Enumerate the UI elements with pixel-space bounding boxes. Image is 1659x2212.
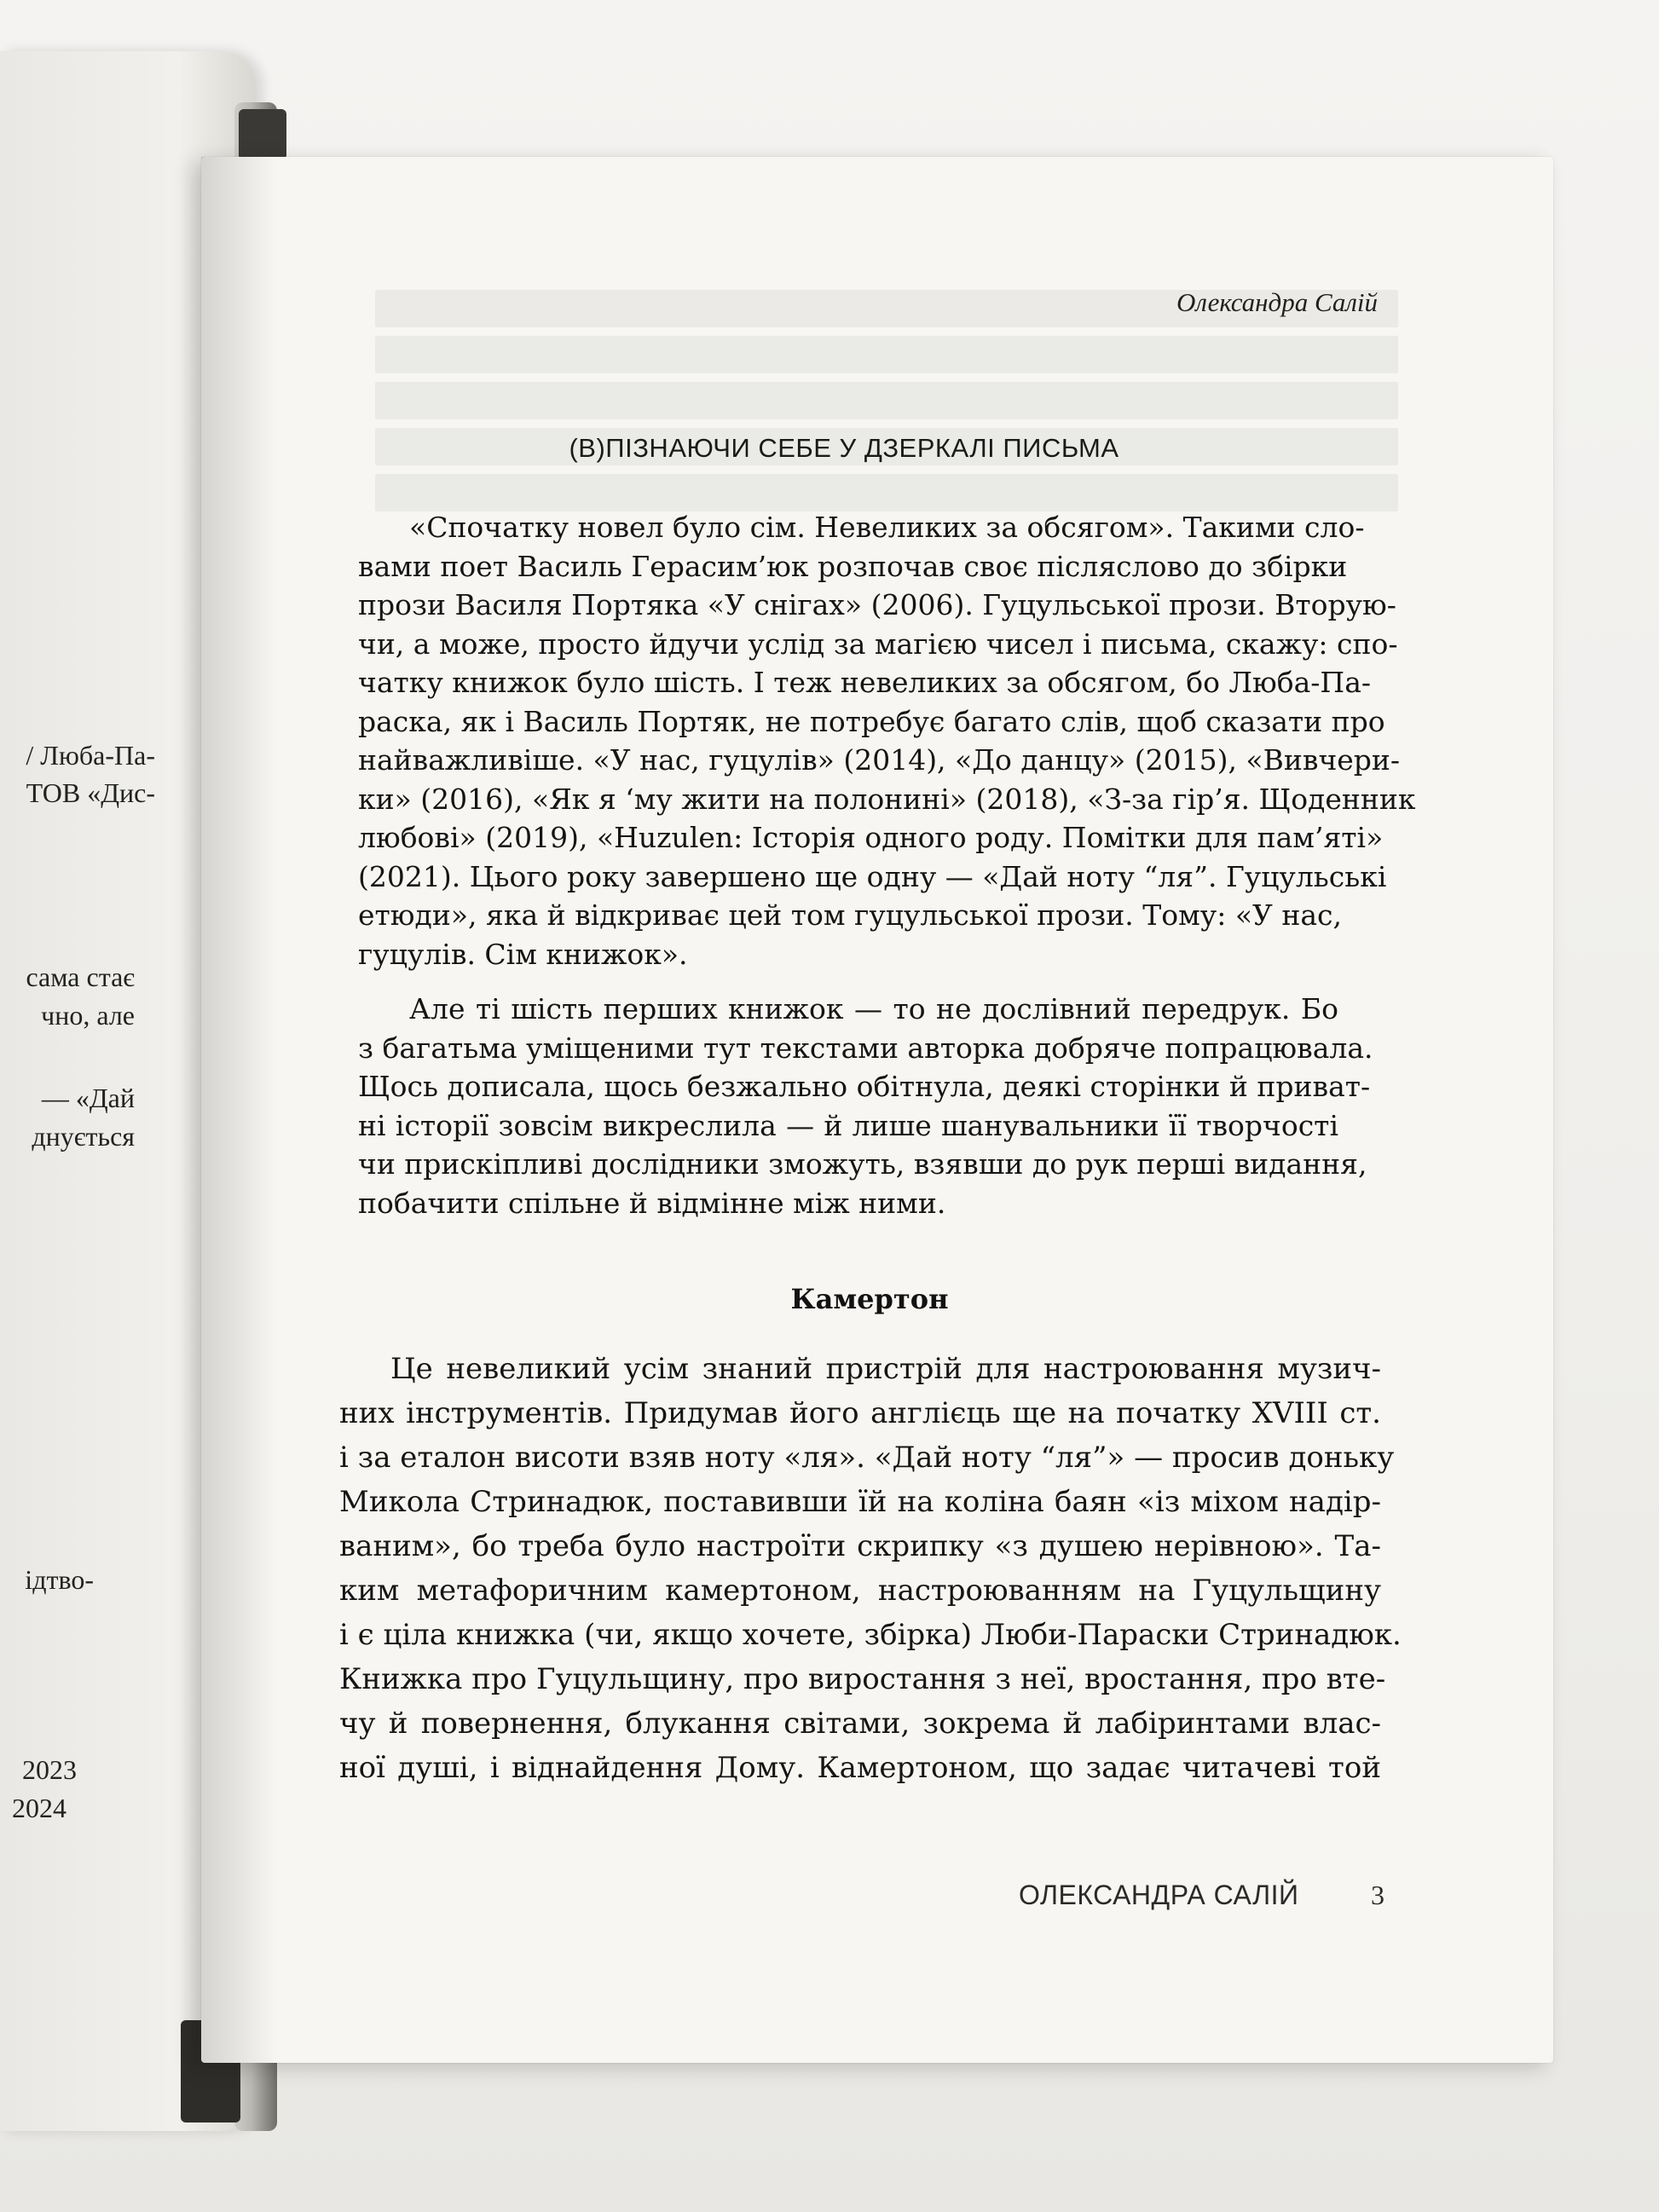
text-line: побачити спільне й відмінне між ними. [358, 1186, 946, 1220]
left-page-line: — «Дай [41, 1083, 135, 1113]
left-page-line: / Люба-Па- [26, 740, 155, 771]
left-page-line: 2023 [22, 1754, 77, 1785]
text-line: Але ті шість перших книжок — то не дослівний передрук. Бо [409, 992, 1338, 1025]
text-line: прози Василя Портяка «У снігах» (2006). Гуцульської прози. Вторую- [358, 588, 1396, 621]
page-number: 3 [1371, 1880, 1384, 1910]
left-page-line: чно, але [41, 1000, 135, 1031]
footer-author: ОЛЕКСАНДРА САЛІЙ [1019, 1880, 1299, 1910]
paragraph-1 [358, 508, 1416, 973]
text-line: них інструментів. Придумав його англієць ще на початку XVIII ст. [339, 1396, 1381, 1430]
text-line: ким метафоричним камертоном, настроюванням на Гуцульщину [339, 1574, 1381, 1608]
text-line: Микола Стринадюк, поставивши їй на коліна баян «із міхом надір- [339, 1485, 1381, 1519]
text-line: з багатьма уміщеними тут текстами авторка добряче попрацювала. [358, 1031, 1373, 1065]
left-page-line: днується [32, 1121, 135, 1152]
text-line: ні історії зовсім викреслила — й лише шанувальники її творчості [358, 1108, 1338, 1142]
text-line: чу й повернення, блукання світами, зокрема й лабіринтами влас- [339, 1707, 1381, 1741]
left-page-line: ідтво- [25, 1564, 94, 1595]
text-line: вами поет Василь Герасим’юк розпочав своє післяслово до збірки [358, 549, 1348, 583]
text-line: і є ціла книжка (чи, якщо хочете, збірка) Люби-Параски Стринадюк. [339, 1618, 1402, 1652]
paragraph-2 [358, 990, 1373, 1222]
text-line: найважливіше. «У нас, гуцулів» (2014), «До данцу» (2015), «Вивчери- [358, 743, 1401, 777]
text-line: «Спочатку новел було сім. Невеликих за обсягом». Такими сло- [409, 511, 1365, 544]
paragraph-3 [339, 1347, 1402, 1790]
text-line: етюди», яка й відкриває цей том гуцульської прози. Тому: «У нас, [358, 898, 1342, 932]
spine-top-edge [239, 109, 286, 160]
text-line: Книжка про Гуцульщину, про виростання з неї, вростання, про втe- [339, 1662, 1386, 1696]
text-line: Щось дописала, щось безжально обітнула, деякі сторінки й приват- [358, 1070, 1371, 1103]
left-page-line: сама стає [26, 962, 135, 992]
text-line: любові» (2019), «Huzulen: Історія одного роду. Помітки для пам’яті» [358, 821, 1384, 854]
text-line: гуцулів. Сім книжок». [358, 937, 688, 971]
text-line: ної душі, і віднайдення Дому. Камертоном, що задає читачеві той [339, 1751, 1381, 1785]
text-line: чатку книжок було шість. І теж невеликих за обсягом, бо Люба-Па- [358, 666, 1372, 699]
chapter-title: (В)ПІЗНАЮЧИ СЕБЕ У ДЗЕРКАЛІ ПИСЬМА [569, 433, 1119, 463]
running-head: Олександра Салій [1176, 287, 1378, 317]
left-page-line: ТОВ «Дис- [26, 777, 155, 808]
text-line: і за еталон висоти взяв ноту «ля». «Дай ноту “ля”» — просив доньку [339, 1441, 1395, 1475]
text-line: (2021). Цього року завершено ще одну — «Дай ноту “ля”. Гуцульські [358, 859, 1387, 893]
text-line: Це невеликий усім знаний пристрій для настроювання музич- [390, 1352, 1381, 1386]
text-line: чи, а може, просто йдучи услід за магією чисел і письма, скажу: спо- [358, 627, 1398, 661]
text-line: чи прискіпливі дослідники зможуть, взявши до рук перші видання, [358, 1147, 1367, 1181]
text-line: раска, як і Василь Портяк, не потребує багато слів, щоб сказати про [358, 704, 1385, 738]
left-page-line: 2024 [12, 1793, 66, 1823]
text-line: ваним», бо треба було настроїти скрипку «з душею нерівною». Та- [339, 1529, 1381, 1563]
text-line: ки» (2016), «Як я ‘му жити на полонині» (2018), «З-за гір’я. Щоденник [358, 782, 1416, 816]
section-title: Камертон [790, 1283, 949, 1315]
